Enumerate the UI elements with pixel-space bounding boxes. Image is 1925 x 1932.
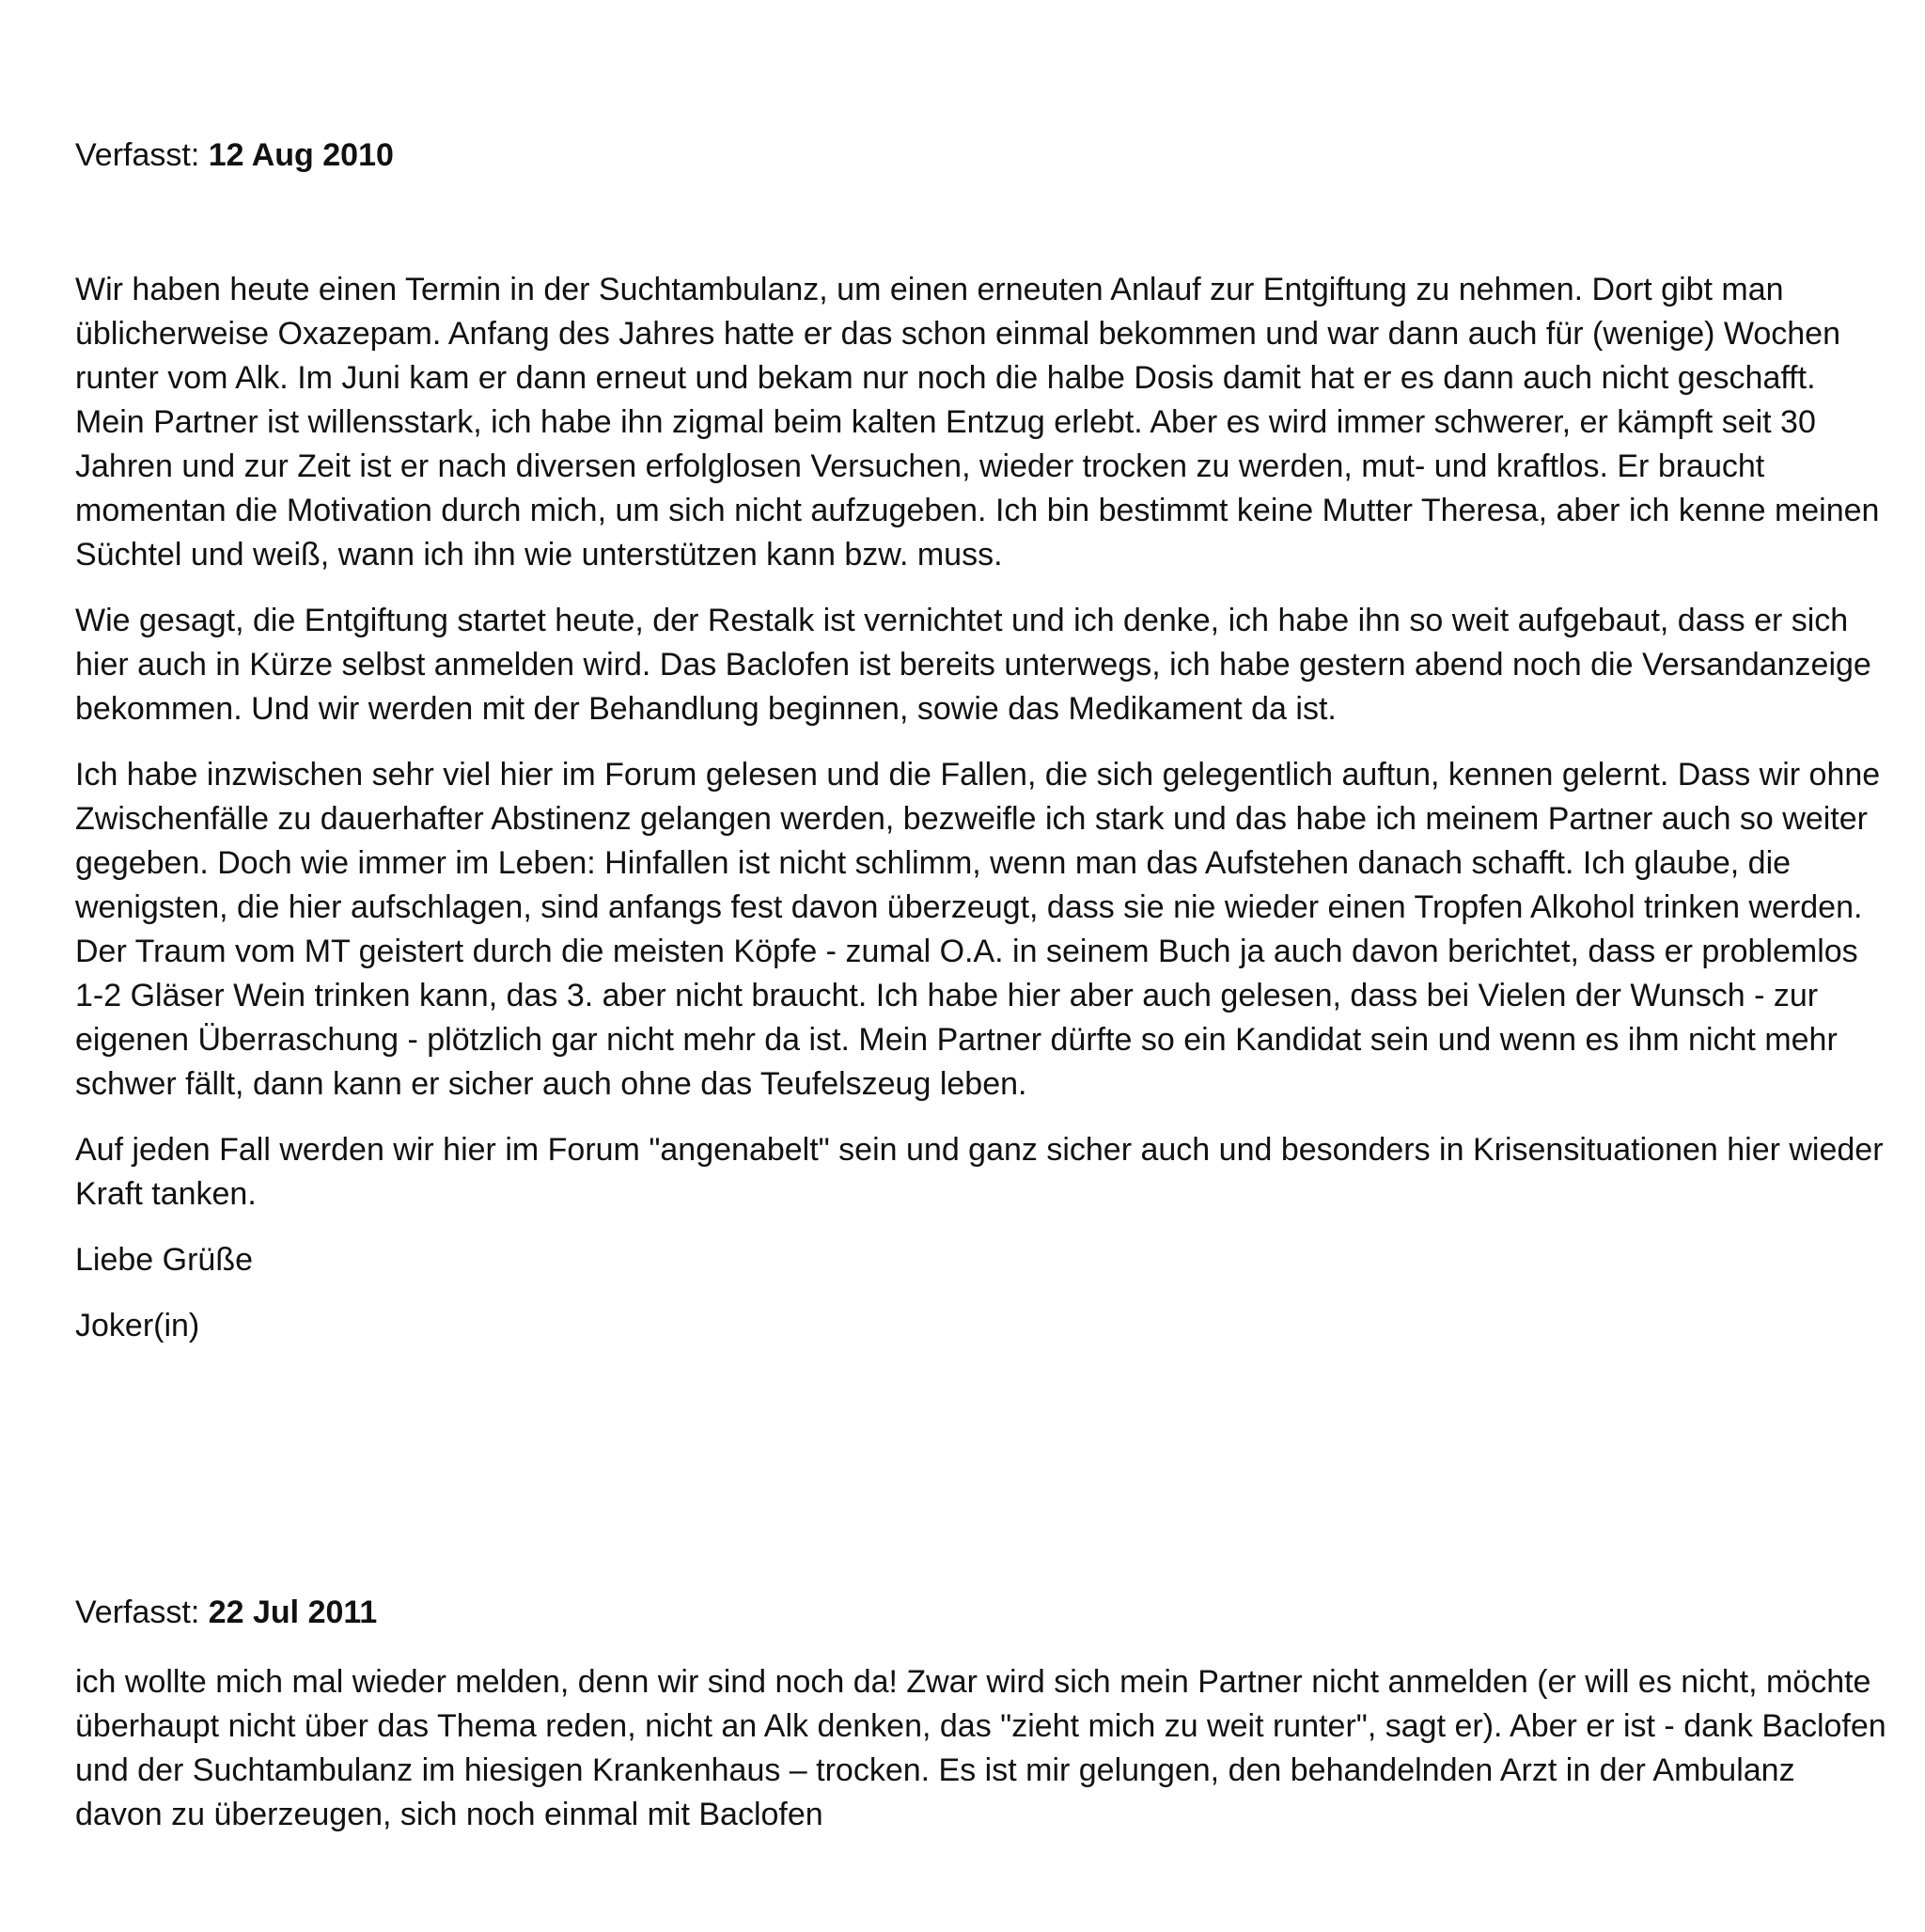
post-signature: Joker(in) [75,1308,200,1343]
post-2-body [75,1660,1889,1859]
posted-label: Verfasst: [75,1594,200,1630]
post-1-body [75,268,1889,1370]
post-paragraph: Wie gesagt, die Entgiftung startet heute, der Restalk ist vernichtet und ich denke, ich habe ihn so weit aufgebaut, dass er sich hier auch in Kürze selbst anmelden wird. Das Baclofen ist bereits unterwegs, ich habe gestern abend noch die Versandanzeige bekommen. Und wir werden mit der Behandlung beginnen, sowie das Medikament da ist. [75,603,1871,727]
posted-date: 22 Jul 2011 [208,1594,378,1630]
post-paragraph: Ich habe inzwischen sehr viel hier im Forum gelesen und die Fallen, die sich gelegentlich auftun, kennen gelernt. Dass wir ohne Zwischenfälle zu dauerhafter Abstinenz gelangen werden, bezweifle ich stark und das habe ich meinem Partner auch so weiter gegeben. Doch wie immer im Leben: Hinfallen ist nicht schlimm, wenn man das Aufstehen danach schafft. Ich glaube, die wenigsten, die hier aufschlagen, sind anfangs fest davon überzeugt, dass sie nie wieder einen Tropfen Alkohol trinken werden. Der Traum vom MT geistert durch die meisten Köpfe - zumal O.A. in seinem Buch ja auch davon berichtet, dass er problemlos 1-2 Gläser Wein trinken kann, das 3. aber nicht braucht. Ich habe hier aber auch gelesen, dass bei Vielen der Wunsch - zur eigenen Überraschung - plötzlich gar nicht mehr da ist. Mein Partner dürfte so ein Kandidat sein und wenn es ihm nicht mehr schwer fällt, dann kann er sicher auch ohne das Teufelszeug leben. [75,757,1881,1102]
post-paragraph: Wir haben heute einen Termin in der Suchtambulanz, um einen erneuten Anlauf zur Entgiftung zu nehmen. Dort gibt man üblicherweise Oxazepam. Anfang des Jahres hatte er das schon einmal bekommen und war dann auch für (wenige) Wochen runter vom Alk. Im Juni kam er dann erneut und bekam nur noch die halbe Dosis damit hat er es dann auch nicht geschafft. Mein Partner ist willensstark, ich habe ihn zigmal beim kalten Entzug erlebt. Aber es wird immer schwerer, er kämpft seit 30 Jahren und zur Zeit ist er nach diversen erfolglosen Versuchen, wieder trocken zu werden, mut- und kraftlos. Er braucht momentan die Motivation durch mich, um sich nicht aufzugeben. Ich bin bestimmt keine Mutter Theresa, aber ich kenne meinen Süchtel und weiß, wann ich ihn wie unterstützen kann bzw. muss. [75,272,1880,573]
post-paragraph: Auf jeden Fall werden wir hier im Forum "angenabelt" sein und ganz sicher auch und besonders in Krisensituationen hier wieder Kraft tanken. [75,1132,1884,1212]
post-greeting: Liebe Grüße [75,1242,253,1278]
post-paragraph: ich wollte mich mal wieder melden, denn wir sind noch da! Zwar wird sich mein Partner nicht anmelden (er will es nicht, möchte überhaupt nicht über das Thema reden, nicht an Alk denken, das "zieht mich zu weit runter", sagt er). Aber er ist - dank Baclofen und der Suchtambulanz im hiesigen Krankenhaus – trocken. Es ist mir gelungen, den behandelnden Arzt in der Ambulanz davon zu überzeugen, sich noch einmal mit Baclofen [75,1664,1886,1832]
posted-date: 12 Aug 2010 [208,137,394,173]
posted-label: Verfasst: [75,137,200,173]
post-2-header [75,1591,377,1635]
post-1-header [75,134,394,178]
